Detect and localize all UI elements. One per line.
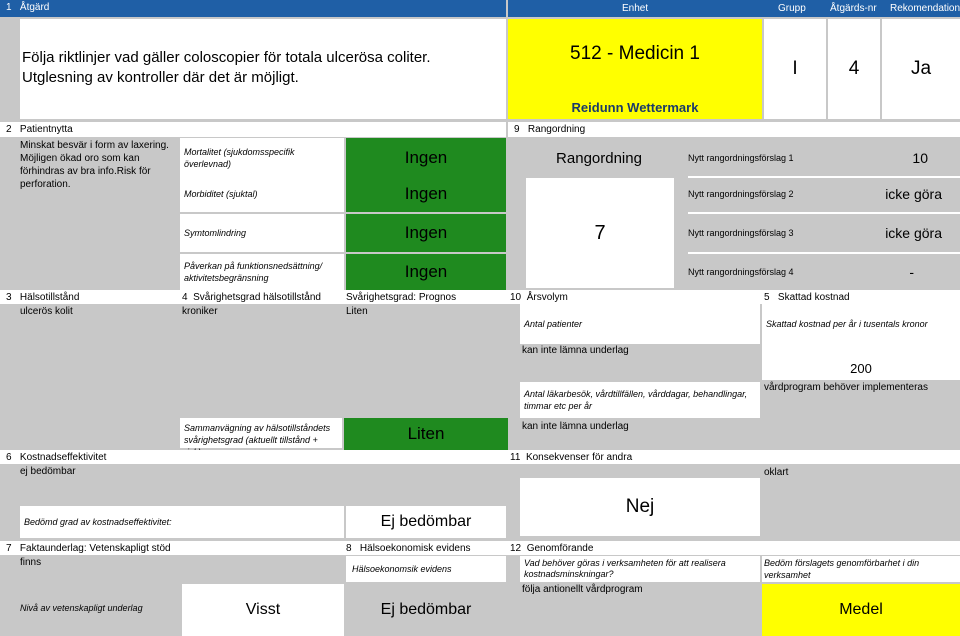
- section-label: Åtgärd: [19, 2, 50, 13]
- section-label: Kostnadseffektivitet: [19, 452, 107, 463]
- column-header-rekomendation: Rekomendation: [890, 3, 960, 14]
- section-header-patientnytta: [0, 122, 506, 137]
- genomforande-question-value: följa antionellt vårdprogram: [522, 584, 643, 595]
- section-number: 8: [346, 543, 352, 554]
- section-header-prognos: Svårighetsgrad: Prognos: [346, 292, 457, 303]
- section-label: Faktaunderlag: Vetenskapligt stöd: [19, 543, 171, 554]
- section-number: 6: [6, 452, 12, 463]
- niva-vetenskapligt-label: Nivå av vetenskapligt underlag: [20, 603, 143, 613]
- section-number: 12: [510, 543, 522, 554]
- section-header-konsekvenser: [510, 451, 632, 464]
- section-header-svarighetsgrad: [182, 291, 321, 304]
- genomforande-question-label: Vad behöver göras i verksamheten för att realisera kostnadsminskningar?: [520, 556, 760, 582]
- section-header-halsoekonomisk: [346, 542, 471, 555]
- konsekvenser-note: oklart: [764, 467, 789, 478]
- rangordningsforslag-4-label: Nytt rangordningsförslag 4: [688, 267, 794, 277]
- kostnadseffektivitet-grad-label: Bedömd grad av kostnadseffektivitet:: [20, 506, 344, 538]
- antal-besok-value: kan inte lämna underlag: [522, 421, 629, 432]
- section-header-kostnad: [764, 291, 850, 304]
- rangordningsforslag-3-label: Nytt rangordningsförslag 3: [688, 228, 794, 238]
- patientnytta-value-mortalitet: Ingen: [346, 138, 506, 178]
- section-header-atgard: [0, 0, 506, 17]
- section-label: Skattad kostnad: [777, 292, 850, 303]
- sammanvagning-label: Sammanvägning av hälsotillståndets svårighetsgrad (aktuellt tillstånd +: [180, 418, 342, 448]
- section-label: Svårighetsgrad hälsotillstånd: [193, 292, 321, 303]
- antal-patienter-label: Antal patienter: [520, 304, 760, 344]
- grupp-value: I: [764, 19, 826, 119]
- column-header-grupp: Grupp: [778, 3, 806, 14]
- section-label: Hälsoekonomisk evidens: [359, 543, 471, 554]
- section-header-genomforande: [510, 542, 593, 555]
- kostnad-note: vårdprogram behöver implementeras: [764, 382, 928, 393]
- section-number: 1: [6, 2, 12, 13]
- kostnadseffektivitet-value: ej bedömbar: [20, 466, 76, 477]
- rangordningsforslag-2-value: icke göra: [885, 186, 942, 202]
- faktaunderlag-value: finns: [20, 557, 42, 568]
- section-number: 4: [182, 292, 188, 303]
- section-number: 11: [510, 452, 521, 463]
- enhet-value: 512 - Medicin 1: [508, 19, 762, 119]
- section-header-rangordning: [508, 122, 960, 137]
- halsoekonomisk-sub-label: Hälsoekonomsik evidens: [346, 556, 506, 582]
- rangordningsforslag-4-row: [688, 254, 960, 290]
- section-header-faktaunderlag: [6, 542, 171, 555]
- skattad-kostnad-label: Skattad kostnad per år i tusentals kronor: [762, 304, 960, 344]
- atgard-text: Följa riktlinjer vad gäller coloscopier för totala ulcerösa coliter. Utglesning av kontroller där det är möjligt.: [22, 49, 431, 86]
- antal-besok-label: Antal läkarbesök, vårdtillfällen, vårddagar, behandlingar, timmar etc per år: [520, 382, 760, 418]
- patientnytta-value-symtomlindring: Ingen: [346, 214, 506, 252]
- rangordningsforslag-1-label: Nytt rangordningsförslag 1: [688, 153, 794, 163]
- section-header-halsotillstand: [6, 291, 79, 304]
- niva-vetenskapligt-value: Visst: [182, 584, 344, 636]
- rangordning-value: 7: [526, 178, 674, 288]
- section-header-kostnadseffektivitet: [6, 451, 106, 464]
- rangordningsforslag-1-row: [688, 138, 960, 178]
- skattad-kostnad-value: 200: [762, 344, 960, 380]
- rekomendation-value: Ja: [882, 19, 960, 119]
- svarighetsgrad-value: kroniker: [182, 306, 218, 317]
- column-header-enhet: Enhet: [622, 3, 649, 14]
- prognos-value: Liten: [346, 306, 368, 317]
- konsekvenser-value: Nej: [520, 478, 760, 536]
- section-label: Hälsotillstånd: [19, 292, 80, 303]
- genomforbarhet-value: Medel: [762, 584, 960, 636]
- rangordning-title: Rangordning: [556, 149, 642, 167]
- section-label: Genomförande: [526, 543, 594, 554]
- section-label: Patientnytta: [19, 124, 73, 135]
- kostnadseffektivitet-grad-value: Ej bedömbar: [346, 506, 506, 538]
- genomforbarhet-label: Bedöm förslagets genomförbarhet i din verksamhet: [762, 556, 960, 582]
- patientnytta-value-funktionsnedsattning: Ingen: [346, 254, 506, 290]
- section-header-arsvolym: [510, 291, 568, 304]
- atgards-nr-value: 4: [828, 19, 880, 119]
- section-number: 2: [6, 124, 12, 135]
- section-number: 5: [764, 292, 770, 303]
- rangordningsforslag-2-label: Nytt rangordningsförslag 2: [688, 189, 794, 199]
- rangordningsforslag-3-row: [688, 214, 960, 252]
- sammanvagning-value: Liten: [344, 418, 508, 450]
- rangordningsforslag-2-row: [688, 176, 960, 212]
- patientnytta-label-funktionsnedsattning: Påverkan på funktionsnedsättning/ aktivitetsbegränsning: [180, 254, 344, 290]
- patientnytta-description: Minskat besvär i form av laxering. Möjligen ökad oro som kan förhindras av bra info.Risk för perforation.: [20, 140, 169, 190]
- patientnytta-value-morbiditet: Ingen: [346, 176, 506, 212]
- section-label: Rangordning: [527, 124, 586, 135]
- row4-header-bar: [0, 450, 960, 464]
- patientnytta-label-morbiditet: Morbiditet (sjuktal): [180, 176, 344, 212]
- rangordningsforslag-1-value: 10: [912, 150, 928, 166]
- halsotillstand-value: ulcerös kolit: [20, 306, 73, 317]
- column-header-atgards-nr: Åtgärds-nr: [830, 3, 877, 14]
- section-label: Konsekvenser för andra: [525, 452, 633, 463]
- section-number: 3: [6, 292, 12, 303]
- section-number: 7: [6, 543, 12, 554]
- rangordningsforslag-3-value: icke göra: [885, 225, 942, 241]
- halsoekonomisk-value: Ej bedömbar: [346, 584, 506, 636]
- column-headers: [508, 0, 960, 17]
- section-number: 9: [514, 124, 520, 135]
- antal-patienter-value: kan inte lämna underlag: [522, 345, 629, 356]
- section-number: 10: [510, 292, 522, 303]
- patientnytta-label-symtomlindring: Symtomlindring: [180, 214, 344, 252]
- section-label: Årsvolym: [526, 292, 568, 303]
- patientnytta-label-mortalitet: Mortalitet (sjukdomsspecifik överlevnad): [180, 138, 344, 178]
- responsible-person: Reidunn Wettermark: [571, 99, 699, 115]
- rangordningsforslag-4-value: -: [909, 264, 914, 280]
